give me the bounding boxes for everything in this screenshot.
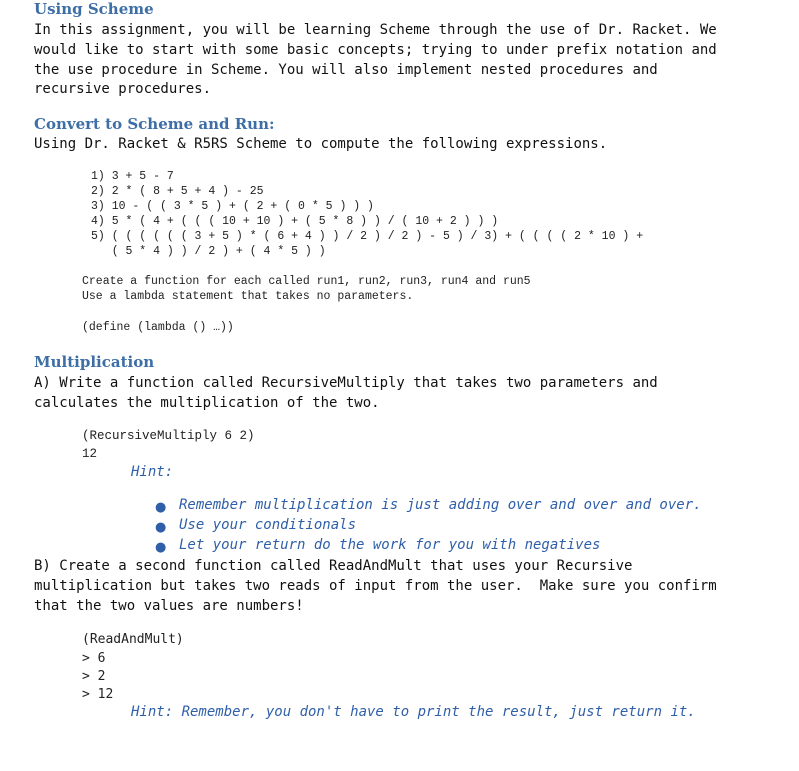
repl-call: (ReadAndMult): [82, 632, 184, 647]
bullet-icon: ●: [155, 520, 167, 535]
repl-line-1: > 6: [82, 651, 106, 666]
bullet-icon: ●: [155, 500, 167, 515]
part-b-line-1: B) Create a second function called ReadAndMult that uses your Recursive: [34, 558, 633, 574]
intro-line-4: recursive procedures.: [34, 81, 212, 97]
intro-line-3: the use procedure in Scheme. You will also implement nested procedures and: [34, 62, 658, 78]
define-example: (define (lambda () …)): [82, 321, 234, 334]
hint-item-1: Remember multiplication is just adding over and over and over.: [179, 497, 702, 513]
expression-5-continued: ( 5 * 4 ) ) / 2 ) + ( 4 * 5 ) ): [91, 245, 326, 258]
part-a-line-2: calculates the multiplication of the two.: [34, 395, 380, 411]
expression-3: 3) 10 - ( ( 3 * 5 ) + ( 2 + ( 0 * 5 ) ) ): [91, 200, 374, 213]
hint-item-2: Use your conditionals: [179, 517, 357, 533]
example-call: (RecursiveMultiply 6 2): [82, 429, 255, 443]
example-result: 12: [82, 447, 98, 461]
intro-line-1: In this assignment, you will be learning Scheme through the use of Dr. Racket. We: [34, 22, 717, 38]
bullet-icon: ●: [155, 540, 167, 555]
final-hint: Hint: Remember, you don't have to print the result, just return it.: [131, 704, 696, 720]
repl-line-2: > 2: [82, 669, 106, 684]
hint-item-3: Let your return do the work for you with negatives: [179, 537, 601, 553]
section-heading-using-scheme: Using Scheme: [34, 0, 154, 18]
section-heading-multiplication: Multiplication: [34, 353, 155, 371]
part-b-line-3: that the two values are numbers!: [34, 598, 304, 614]
part-a-line-1: A) Write a function called RecursiveMultiply that takes two parameters and: [34, 375, 658, 391]
note-line-2: Use a lambda statement that takes no parameters.: [82, 290, 414, 303]
convert-instruction: Using Dr. Racket & R5RS Scheme to compute the following expressions.: [34, 136, 608, 152]
expression-4: 4) 5 * ( 4 + ( ( ( 10 + 10 ) + ( 5 * 8 ) ) / ( 10 + 2 ) ) ): [91, 215, 499, 228]
expression-2: 2) 2 * ( 8 + 5 + 4 ) - 25: [91, 185, 264, 198]
repl-line-3: > 12: [82, 687, 114, 702]
note-line-1: Create a function for each called run1, run2, run3, run4 and run5: [82, 275, 531, 288]
hint-label: Hint:: [131, 464, 174, 480]
section-heading-convert: Convert to Scheme and Run:: [34, 115, 275, 133]
expression-1: 1) 3 + 5 - 7: [91, 170, 174, 183]
intro-line-2: would like to start with some basic concepts; trying to under prefix notation and: [34, 42, 717, 58]
part-b-line-2: multiplication but takes two reads of input from the user. Make sure you confirm: [34, 578, 717, 594]
expression-5: 5) ( ( ( ( ( ( 3 + 5 ) * ( 6 + 4 ) ) / 2 ) / 2 ) - 5 ) / 3) + ( ( ( ( 2 * 10 ) +: [91, 230, 644, 243]
